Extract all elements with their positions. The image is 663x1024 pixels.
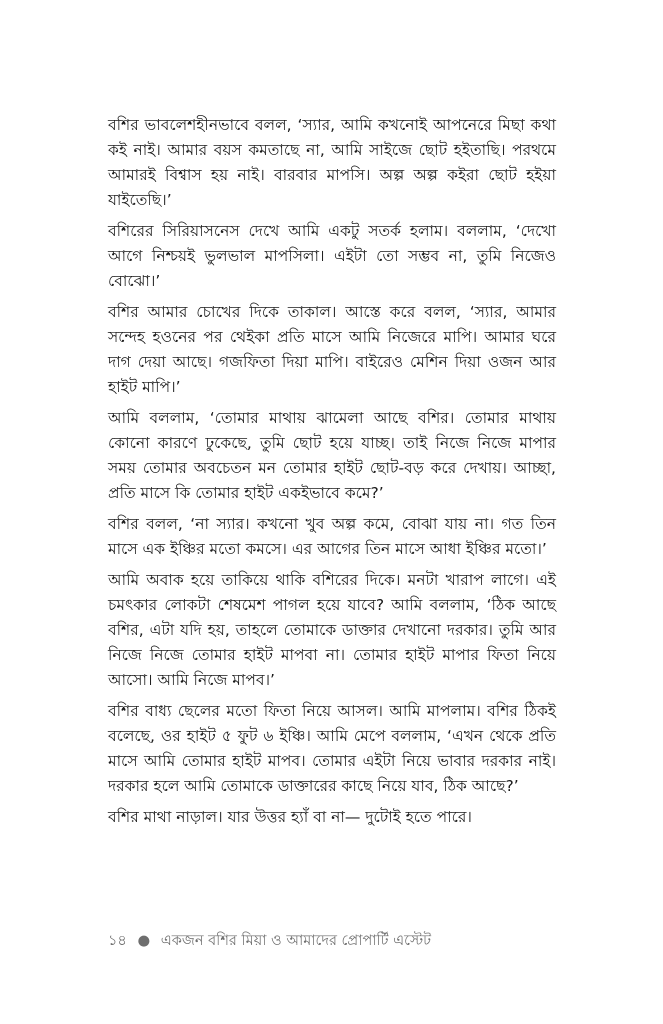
paragraph-7: বশির বাধ্য ছেলের মতো ফিতা নিয়ে আসল। আমি মাপলাম। বশির ঠিকই বলেছে, ওর হাইট ৫ ফুট ৬ ইঞ্চি। আমি মেপে বললাম, ‘এখন থেকে প্রতি মাসে আমি তোমার হাইট মাপব। তোমার এইটা নিয়ে ভাবার দরকার নাই। দরকার হলে আমি তোমাকে ডাক্তারের কাছে নিয়ে যাব, ঠিক আছে?’: [108, 702, 556, 795]
running-book-title: একজন বশির মিয়া ও আমাদের প্রোপার্টি এস্টেট: [160, 933, 432, 949]
paragraph-4: আমি বললাম, ‘তোমার মাথায় ঝামেলা আছে বশির। তোমার মাথায় কোনো কারণে ঢুকেছে, তুমি ছোট হয়ে যাচ্ছ। তাই নিজে নিজে মাপার সময় তোমার অবচেতন মন তোমার হাইট ছোট-বড় করে দেখায়। আচ্ছা, প্রতি মাসে কি তোমার হাইট একইভাবে কমে?’: [108, 409, 556, 502]
page-number: ১৪: [108, 933, 127, 949]
page-body: [108, 113, 556, 836]
paragraph-6: আমি অবাক হয়ে তাকিয়ে থাকি বশিরের দিকে। মনটা খারাপ লাগে। এই চমৎকার লোকটা শেষমেশ পাগল হয়ে যাবে? আমি বললাম, ‘ঠিক আছে বশির, এটা যদি হয়, তাহলে তোমাকে ডাক্তার দেখানো দরকার। তুমি আর নিজে নিজে তোমার হাইট মাপবা না। তোমার হাইট মাপার ফিতা নিয়ে আসো। আমি নিজে মাপব।’: [108, 571, 556, 689]
page-footer: [108, 930, 556, 952]
bullet-separator-icon: ●: [137, 933, 151, 949]
paragraph-2: বশিরের সিরিয়াসনেস দেখে আমি একটু সতর্ক হলাম। বললাম, ‘দেখো আগে নিশ্চয়ই ভুলভাল মাপসিলা। এইটা তো সম্ভব না, তুমি নিজেও বোঝো।’: [108, 222, 556, 290]
paragraph-3: বশির আমার চোখের দিকে তাকাল। আস্তে করে বলল, ‘স্যার, আমার সন্দেহ হওনের পর থেইকা প্রতি মাসে আমি নিজেরে মাপি। আমার ঘরে দাগ দেয়া আছে। গজফিতা দিয়া মাপি। বাইরেও মেশিন দিয়া ওজন আর হাইট মাপি।’: [108, 303, 556, 396]
paragraph-8: বশির মাথা নাড়াল। যার উত্তর হ্যাঁ বা না— দুটোই হতে পারে।: [108, 808, 472, 826]
paragraph-1: বশির ভাবলেশহীনভাবে বলল, ‘স্যার, আমি কখনোই আপনেরে মিছা কথা কই নাই। আমার বয়স কমতাছে না, আমি সাইজে ছোট হইতাছি। পরথমে আমারই বিশ্বাস হয় নাই। বারবার মাপসি। অল্প অল্প কইরা ছোট হইয়া যাইতেছি।’: [108, 116, 556, 209]
paragraph-5: বশির বলল, ‘না স্যার। কখনো খুব অল্প কমে, বোঝা যায় না। গত তিন মাসে এক ইঞ্চির মতো কমসে। এর আগের তিন মাসে আধা ইঞ্চির মতো।’: [108, 515, 556, 558]
